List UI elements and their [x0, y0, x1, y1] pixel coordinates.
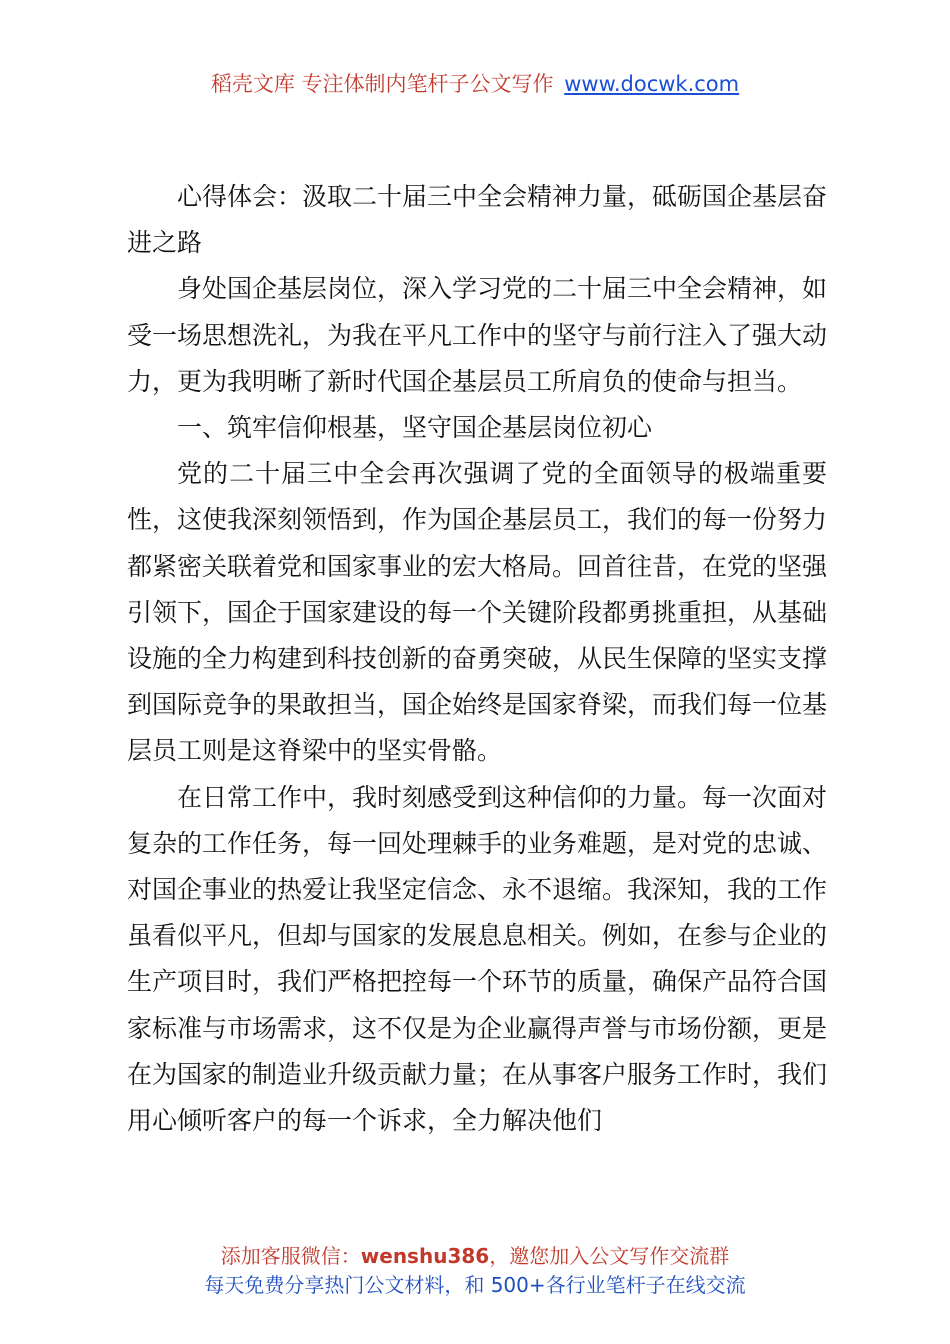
footer-prefix: 添加客服微信： — [220, 1244, 361, 1268]
footer-promo-line: 每天免费分享热门公文材料，和 500+各行业笔杆子在线交流 — [204, 1273, 746, 1297]
paragraph-body: 党的二十届三中全会再次强调了党的全面领导的极端重要性，这使我深刻领悟到，作为国企基层员工，我们的每一份努力都紧密关联着党和国家事业的宏大格局。回首往昔，在党的坚强引领下，国企于国家建设的每一个关键阶段都勇挑重担，从基础设施的全力构建到科技创新的奋勇突破，从民生保障的坚实支撑到国际竞争的果敢担当，国企始终是国家脊梁，而我们每一位基层员工则是这脊梁中的坚实骨骼。 — [127, 459, 828, 766]
page-header — [0, 70, 950, 98]
article-title: 心得体会：汲取二十届三中全会精神力量，砥砺国企基层奋进之路 — [127, 182, 828, 258]
site-link[interactable]: www.docwk.com — [564, 72, 740, 96]
brand-slogan: 稻壳文库 专注体制内笔杆子公文写作 — [210, 72, 554, 96]
article-body — [127, 174, 827, 1144]
page-footer — [0, 1242, 950, 1300]
footer-contact-line — [0, 1242, 950, 1271]
paragraph-body: 在日常工作中，我时刻感受到这种信仰的力量。每一次面对复杂的工作任务，每一回处理棘手的业务难题，是对党的忠诚、对国企事业的热爱让我坚定信念、永不退缩。我深知，我的工作虽看似平凡，但却与国家的发展息息相关。例如，在参与企业的生产项目时，我们严格把控每一个环节的质量，确保产品符合国家标准与市场需求，这不仅是为企业赢得声誉与市场份额，更是在为国家的制造业升级贡献力量；在从事客户服务工作时，我们用心倾听客户的每一个诉求，全力解决他们 — [127, 782, 828, 1136]
wechat-id: wenshu386 — [360, 1244, 490, 1268]
footer-suffix: ，邀您加入公文写作交流群 — [489, 1244, 730, 1268]
paragraph-intro: 身处国企基层岗位，深入学习党的二十届三中全会精神，如受一场思想洗礼，为我在平凡工作中的坚守与前行注入了强大动力，更为我明晰了新时代国企基层员工所肩负的使命与担当。 — [127, 274, 828, 396]
section-heading: 一、筑牢信仰根基，坚守国企基层岗位初心 — [177, 413, 653, 443]
